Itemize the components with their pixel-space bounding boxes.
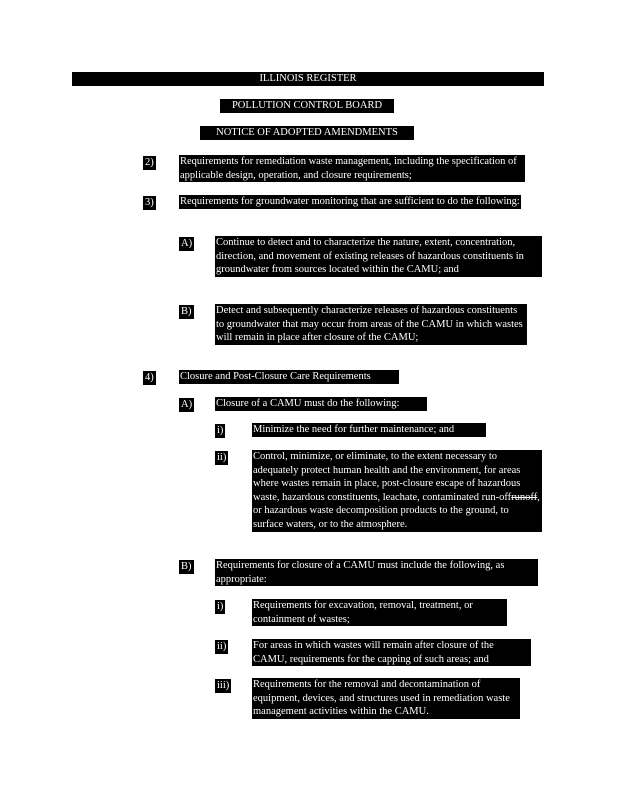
- item-3-text: Requirements for groundwater monitoring that are sufficient to do the following:: [180, 196, 520, 207]
- board-header: POLLUTION CONTROL BOARD: [220, 99, 394, 113]
- item-4a-i-marker: i): [217, 425, 224, 436]
- item-4a-marker: A): [181, 399, 193, 410]
- item-4b-ii-text: For areas in which wastes will remain after closure of the CAMU, requirements for the capping of such areas; and: [252, 639, 531, 666]
- item-4a-text: Closure of a CAMU must do the following:: [215, 397, 427, 411]
- item-4b-iii-marker: iii): [217, 680, 230, 691]
- item-4-text: Closure and Post-Closure Care Requirements: [179, 370, 399, 384]
- item-3b-text: Detect and subsequently characterize releases of hazardous constituents to groundwater that may occur from areas of the CAMU in which wastes will remain in place after closure of the CAMU;: [215, 304, 527, 345]
- item-4b-i-text: Requirements for excavation, removal, treatment, or containment of wastes;: [252, 599, 507, 626]
- item-3-marker: 3): [145, 197, 154, 208]
- item-4a-ii-text: [252, 450, 542, 532]
- register-header: ILLINOIS REGISTER: [72, 72, 544, 86]
- item-2-text: Requirements for remediation waste management, including the specification of applicable design, operation, and closure requirements;: [179, 155, 525, 182]
- item-4b-i-marker: i): [217, 601, 224, 612]
- item-4b-iii-text: Requirements for the removal and decontamination of equipment, devices, and structures used in remediation waste management activities within the CAMU.: [252, 678, 520, 719]
- item-4a-ii-struck-text: runoff: [511, 491, 538, 503]
- item-2-marker: 2): [145, 157, 154, 168]
- item-4-marker: 4): [145, 372, 154, 383]
- item-4a-ii-marker: ii): [217, 452, 227, 463]
- notice-header: NOTICE OF ADOPTED AMENDMENTS: [200, 126, 414, 140]
- item-3a-marker: A): [181, 238, 193, 249]
- item-4a-i-text: Minimize the need for further maintenance; and: [252, 423, 486, 437]
- item-3b-marker: B): [181, 306, 192, 317]
- item-4a-ii-text-after: , or hazardous waste decomposition products to the ground, to surface waters, or to the atmosphere.: [253, 491, 540, 530]
- item-4b-text: Requirements for closure of a CAMU must include the following, as appropriate:: [215, 559, 538, 586]
- item-3a-text: Continue to detect and to characterize the nature, extent, concentration, direction, and movement of existing releases of hazardous constituents in groundwater from sources located within the CAMU; and: [215, 236, 542, 277]
- item-4a-ii-text-before: Control, minimize, or eliminate, to the extent necessary to adequately protect human health and the environment, for areas where wastes remain in place, post-closure escape of hazardous waste, hazardous constituents, leachate, contaminated run-off: [253, 451, 521, 503]
- item-4b-marker: B): [181, 561, 192, 572]
- item-4b-ii-marker: ii): [217, 641, 227, 652]
